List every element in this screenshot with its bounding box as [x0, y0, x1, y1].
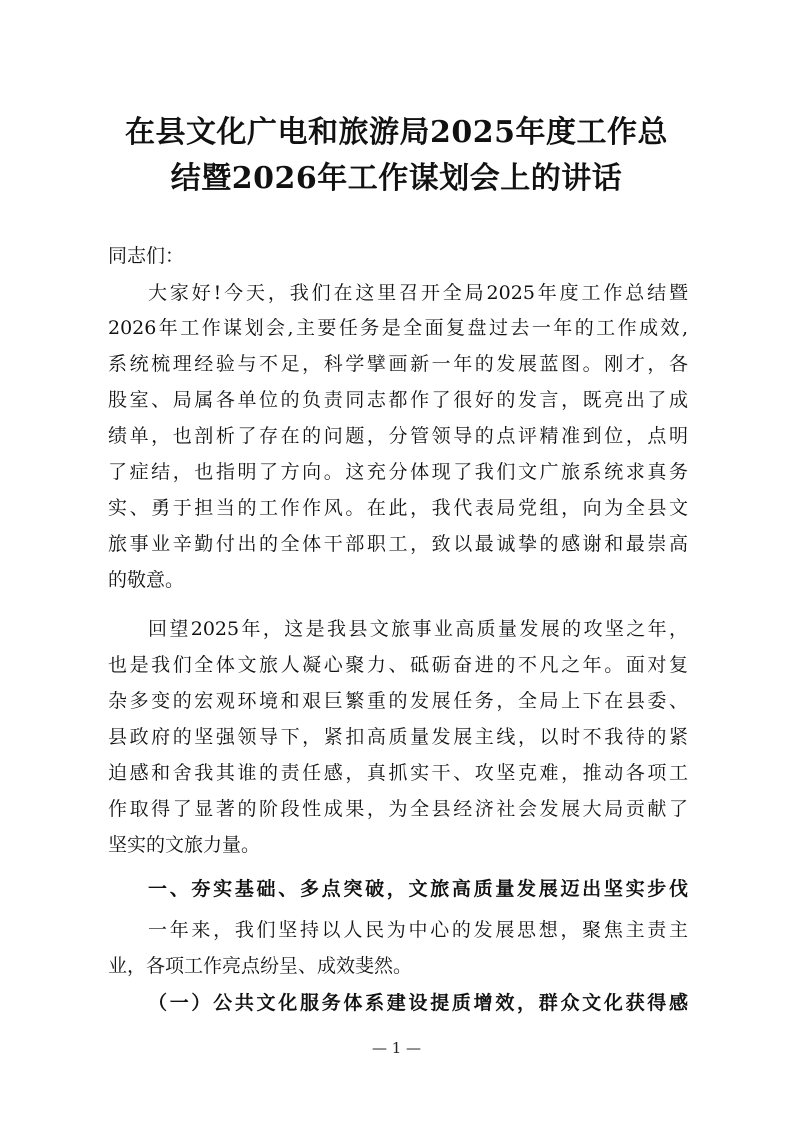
- paragraph-2-line: 回望2025年，这是我县文旅事业高质量发展的攻坚之年，: [148, 618, 688, 640]
- section-heading: 一、夯实基础、多点突破，文旅高质量发展迈出坚实步伐: [148, 878, 688, 900]
- paragraph-1-line: 了症结，也指明了方向。这充分体现了我们文广旅系统求真务: [108, 461, 688, 483]
- paragraph-2-line: 县政府的坚强领导下，紧扣高质量发展主线，以时不我待的紧: [108, 726, 688, 748]
- paragraph-1-line: 绩单，也剖析了存在的问题，分管领导的点评精准到位，点明: [108, 425, 688, 447]
- paragraph-2-line: 坚实的文旅力量。: [108, 834, 261, 856]
- paragraph-1-line: 实、勇于担当的工作作风。在此，我代表局党组，向为全县文: [108, 497, 688, 519]
- paragraph-3-line: 一年来，我们坚持以人民为中心的发展思想，聚焦主责主: [148, 919, 688, 941]
- paragraph-1-line: 2026年工作谋划会,主要任务是全面复盘过去一年的工作成效,: [108, 317, 688, 339]
- salutation: 同志们：: [108, 245, 185, 267]
- paragraph-1-line: 系统梳理经验与不足，科学擘画新一年的发展蓝图。刚才，各: [108, 353, 688, 375]
- page-number: — 1 —: [371, 1039, 422, 1057]
- paragraph-3-line: 业，各项工作亮点纷呈、成效斐然。: [108, 955, 413, 977]
- subsection-heading: （一）公共文化服务体系建设提质增效，群众文化获得感: [148, 992, 688, 1014]
- paragraph-1-line: 大家好!今天，我们在这里召开全局2025年度工作总结暨: [148, 282, 688, 304]
- paragraph-1-line: 旅事业辛勤付出的全体干部职工，致以最诚挚的感谢和最崇高: [108, 533, 688, 555]
- document-title-line-2: 结暨2026年工作谋划会上的讲话: [170, 161, 623, 196]
- paragraph-2-line: 也是我们全体文旅人凝心聚力、砥砺奋进的不凡之年。面对复: [108, 654, 688, 676]
- paragraph-2-line: 杂多变的宏观环境和艰巨繁重的发展任务，全局上下在县委、: [108, 690, 688, 712]
- paragraph-2-line: 作取得了显著的阶段性成果，为全县经济社会发展大局贡献了: [108, 798, 688, 820]
- paragraph-1-line: 的敬意。: [108, 569, 185, 591]
- paragraph-1-line: 股室、局属各单位的负责同志都作了很好的发言，既亮出了成: [108, 389, 688, 411]
- document-title-line-1: 在县文化广电和旅游局2025年度工作总: [125, 115, 668, 150]
- paragraph-2-line: 迫感和舍我其谁的责任感，真抓实干、攻坚克难，推动各项工: [108, 762, 688, 784]
